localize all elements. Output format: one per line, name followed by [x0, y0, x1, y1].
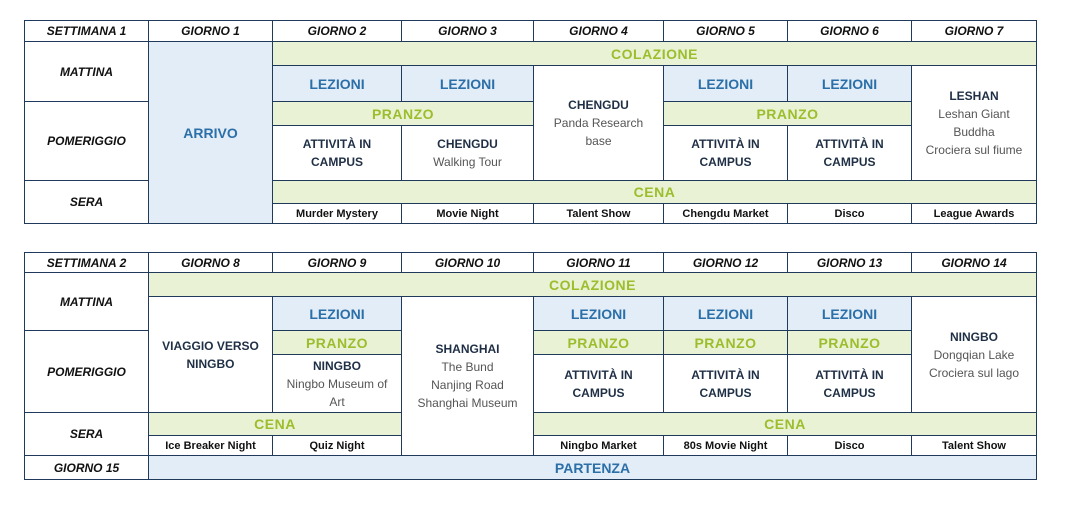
week1-header-row	[25, 21, 1037, 42]
slot-sera: SERA	[25, 181, 149, 224]
lezioni-cell: LEZIONI	[664, 66, 788, 102]
ningbo-museum-cell	[273, 355, 402, 413]
activity-line: Leshan Giant	[938, 107, 1010, 121]
pranzo-cell: PRANZO	[534, 331, 664, 355]
day-header: GIORNO 12	[664, 253, 788, 273]
cena-band: CENA	[534, 413, 1037, 436]
evening-activity: League Awards	[912, 204, 1037, 224]
evening-activity: Movie Night	[402, 204, 534, 224]
activity-line: ATTIVITÀ IN	[691, 367, 760, 382]
day-header: GIORNO 3	[402, 21, 534, 42]
campus-activity-cell	[534, 355, 664, 413]
activity-line: The Bund	[441, 360, 494, 374]
pranzo-cell: PRANZO	[788, 331, 912, 355]
arrivo-cell: ARRIVO	[149, 42, 273, 224]
activity-line: Crociera sul fiume	[925, 143, 1023, 157]
activity-line: CAMPUS	[310, 155, 363, 169]
week2-schedule-table	[24, 252, 1037, 480]
cena-band: CENA	[149, 413, 402, 436]
activity-line: Ningbo Museum of	[286, 376, 388, 391]
evening-activity: Murder Mystery	[273, 204, 402, 224]
day-header: GIORNO 5	[664, 21, 788, 42]
lezioni-cell: LEZIONI	[402, 66, 534, 102]
colazione-band: COLAZIONE	[273, 42, 1037, 66]
partenza-band: PARTENZA	[149, 456, 1037, 480]
slot-mattina: MATTINA	[25, 42, 149, 102]
slot-mattina: MATTINA	[25, 273, 149, 331]
viaggio-ningbo-cell	[149, 297, 273, 413]
activity-line: Walking Tour	[433, 155, 502, 169]
campus-activity-cell	[788, 126, 912, 181]
activity-line: CAMPUS	[823, 385, 876, 400]
campus-activity-cell	[664, 355, 788, 413]
day-header: GIORNO 9	[273, 253, 402, 273]
day-header: GIORNO 6	[788, 21, 912, 42]
activity-line: Dongqian Lake	[933, 347, 1015, 362]
lezioni-cell: LEZIONI	[273, 66, 402, 102]
day-header: GIORNO 13	[788, 253, 912, 273]
cena-band: CENA	[273, 181, 1037, 204]
activity-line: ATTIVITÀ IN	[815, 367, 884, 382]
campus-activity-cell	[788, 355, 912, 413]
activity-line: Crociera sul lago	[928, 365, 1020, 380]
pranzo-band: PRANZO	[273, 102, 534, 126]
lezioni-cell: LEZIONI	[788, 297, 912, 331]
activity-line: ATTIVITÀ IN	[302, 137, 372, 151]
city-title: NINGBO	[313, 358, 361, 373]
day-header: GIORNO 1	[149, 21, 273, 42]
giorno15-label: GIORNO 15	[25, 456, 149, 480]
city-title: NINGBO	[950, 329, 998, 344]
day-header: GIORNO 14	[912, 253, 1037, 273]
shanghai-cell	[402, 297, 534, 456]
activity-line: ATTIVITÀ IN	[815, 137, 884, 151]
chengdu-walking-cell	[402, 126, 534, 181]
lezioni-cell: LEZIONI	[788, 66, 912, 102]
activity-line: base	[585, 134, 612, 148]
evening-activity: Talent Show	[912, 436, 1037, 456]
activity-line: Shanghai Museum	[417, 396, 518, 410]
leshan-cell	[912, 66, 1037, 181]
campus-activity-cell	[664, 126, 788, 181]
day-header: GIORNO 7	[912, 21, 1037, 42]
pranzo-cell: PRANZO	[664, 331, 788, 355]
colazione-band: COLAZIONE	[149, 273, 1037, 297]
day-header: GIORNO 8	[149, 253, 273, 273]
lezioni-cell: LEZIONI	[273, 297, 402, 331]
lezioni-cell: LEZIONI	[664, 297, 788, 331]
campus-activity-cell	[273, 126, 402, 181]
slot-pomeriggio: POMERIGGIO	[25, 102, 149, 181]
week-label: SETTIMANA 2	[25, 253, 149, 273]
activity-line: ATTIVITÀ IN	[564, 367, 633, 382]
day-header: GIORNO 2	[273, 21, 402, 42]
city-title: LESHAN	[949, 89, 999, 103]
activity-line: Panda Research	[553, 116, 644, 130]
pranzo-cell: PRANZO	[273, 331, 402, 355]
activity-line: Buddha	[953, 125, 995, 139]
activity-line: Art	[329, 394, 345, 409]
evening-activity: Ice Breaker Night	[149, 436, 273, 456]
evening-activity: Disco	[788, 204, 912, 224]
lezioni-cell: LEZIONI	[534, 297, 664, 331]
pranzo-band: PRANZO	[664, 102, 912, 126]
activity-line: NINGBO	[186, 356, 235, 371]
activity-line: VIAGGIO VERSO	[162, 338, 259, 353]
ningbo-lake-cell	[912, 297, 1037, 413]
activity-line: CAMPUS	[823, 155, 876, 169]
activity-line: CAMPUS	[572, 385, 625, 400]
day-header: GIORNO 4	[534, 21, 664, 42]
activity-line: CAMPUS	[699, 385, 752, 400]
chengdu-panda-cell	[534, 66, 664, 181]
day-header: GIORNO 11	[534, 253, 664, 273]
slot-sera: SERA	[25, 413, 149, 456]
evening-activity: Quiz Night	[273, 436, 402, 456]
evening-activity: 80s Movie Night	[664, 436, 788, 456]
evening-activity: Talent Show	[534, 204, 664, 224]
slot-pomeriggio: POMERIGGIO	[25, 331, 149, 413]
day-header: GIORNO 10	[402, 253, 534, 273]
evening-activity: Ningbo Market	[534, 436, 664, 456]
evening-activity: Disco	[788, 436, 912, 456]
city-title: CHENGDU	[437, 137, 498, 151]
week2-header-row	[25, 253, 1037, 273]
activity-line: ATTIVITÀ IN	[691, 137, 760, 151]
city-title: CHENGDU	[568, 98, 629, 112]
week1-schedule-table	[24, 20, 1037, 224]
week-label: SETTIMANA 1	[25, 21, 149, 42]
evening-activity: Chengdu Market	[664, 204, 788, 224]
activity-line: Nanjing Road	[431, 378, 504, 392]
city-title: SHANGHAI	[435, 342, 500, 356]
activity-line: CAMPUS	[699, 155, 752, 169]
